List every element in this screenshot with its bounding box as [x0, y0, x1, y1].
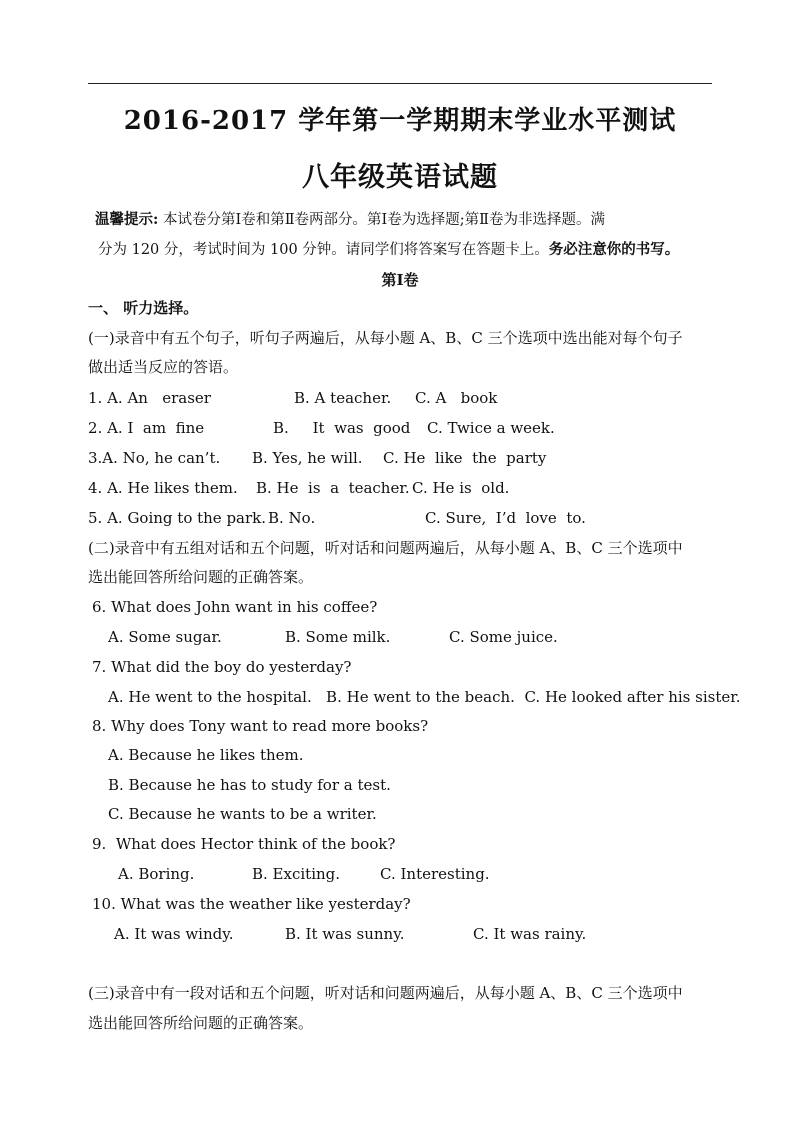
q7-question: 7. What did the boy do yesterday?: [92, 658, 352, 676]
q4-option-b: B. He is a teacher.: [256, 479, 410, 497]
notice-emphasis: 务必注意你的书写。: [548, 241, 680, 258]
part1-intro-line1: (一)录音中有五个句子，听句子两遍后，从每小题 A、B、C 三个选项中选出能对每个句子: [88, 329, 683, 347]
q8-option-b: B. Because he has to study for a test.: [108, 776, 391, 794]
q6-option-a: A. Some sugar.: [108, 628, 222, 646]
q9-option-c: C. Interesting.: [380, 865, 490, 883]
notice-line-1: [95, 205, 717, 235]
q9-option-a: A. Boring.: [118, 865, 195, 883]
q6-option-c: C. Some juice.: [449, 628, 558, 646]
q2-option-b: B. It was good: [273, 419, 411, 437]
part2-intro-line2: 选出能回答所给问题的正确答案。: [88, 568, 314, 586]
exam-title: 2016-2017 学年第一学期期末学业水平测试: [123, 106, 677, 136]
q10-option-b: B. It was sunny.: [285, 925, 405, 943]
q8-option-c: C. Because he wants to be a writer.: [108, 805, 377, 823]
q1-option-c: C. A book: [415, 389, 498, 407]
part1-intro-line2: 做出适当反应的答语。: [88, 358, 239, 376]
q3-option-b: B. Yes, he will.: [252, 449, 363, 467]
exam-subtitle: 八年级英语试题: [302, 162, 498, 193]
q1-option-b: B. A teacher.: [294, 389, 392, 407]
q2-option-c: C. Twice a week.: [427, 419, 555, 437]
q8-question: 8. Why does Tony want to read more books?: [92, 717, 429, 735]
notice-body-1: 本试卷分第Ⅰ卷和第Ⅱ卷两部分。第Ⅰ卷为选择题;第Ⅱ卷为非选择题。满: [158, 212, 606, 228]
q5-option-a: 5. A. Going to the park.: [88, 509, 267, 527]
part3-intro-line1: (三)录音中有一段对话和五个问题，听对话和问题两遍后，从每小题 A、B、C 三个选项中: [88, 984, 683, 1002]
part2-intro-line1: (二)录音中有五组对话和五个问题，听对话和问题两遍后，从每小题 A、B、C 三个选项中: [88, 539, 683, 557]
q5-option-b: B. No.: [268, 509, 316, 527]
q1-option-a: 1. A. An eraser: [88, 389, 211, 407]
q9-option-b: B. Exciting.: [252, 865, 341, 883]
q10-question: 10. What was the weather like yesterday?: [92, 895, 411, 913]
q8-option-a: A. Because he likes them.: [108, 746, 304, 764]
q10-option-c: C. It was rainy.: [473, 925, 587, 943]
top-rule: [88, 83, 712, 84]
q5-option-c: C. Sure, I’d love to.: [425, 509, 586, 527]
q7-options: A. He went to the hospital. B. He went to the beach. C. He looked after his sister.: [108, 688, 741, 706]
q6-option-b: B. Some milk.: [285, 628, 391, 646]
section-heading: 一、 听力选择。: [88, 299, 199, 317]
q9-question: 9. What does Hector think of the book?: [92, 835, 396, 853]
q4-option-a: 4. A. He likes them.: [88, 479, 238, 497]
notice-body-2: 分为 120 分，考试时间为 100 分钟。请同学们将答案写在答题卡上。: [98, 242, 549, 258]
notice-line-2: [95, 235, 717, 265]
q10-option-a: A. It was windy.: [114, 925, 234, 943]
part3-intro-line2: 选出能回答所给问题的正确答案。: [88, 1014, 314, 1032]
q3-option-a: 3.A. No, he can’t.: [88, 449, 221, 467]
notice-label: 温馨提示:: [95, 211, 159, 228]
q3-option-c: C. He like the party: [383, 449, 547, 467]
volume-label: 第Ⅰ卷: [381, 271, 419, 289]
q6-question: 6. What does John want in his coffee?: [92, 598, 378, 616]
q4-option-c: C. He is old.: [412, 479, 510, 497]
notice-block: [95, 205, 717, 265]
q2-option-a: 2. A. I am fine: [88, 419, 205, 437]
